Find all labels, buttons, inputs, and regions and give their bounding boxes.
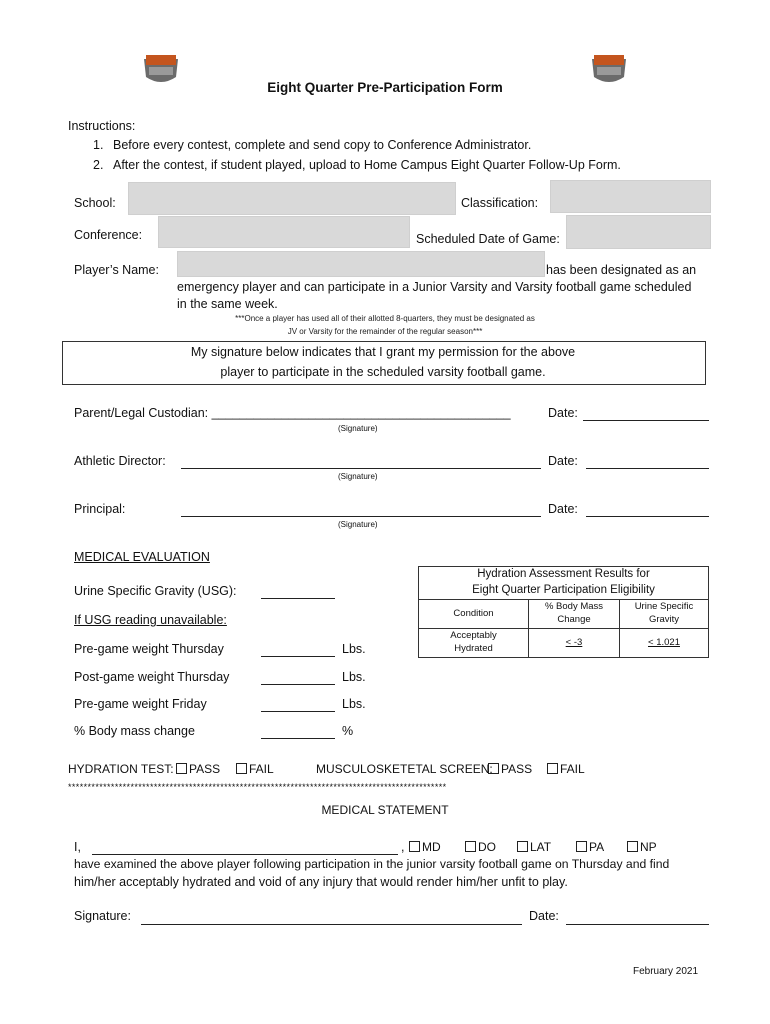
msk-fail-checkbox[interactable] [547, 763, 558, 774]
pre-game-weight-friday-line[interactable] [261, 711, 335, 712]
statement-line-2: him/her acceptably hydrated and void of any injury that would render him/her unfit to play. [74, 875, 568, 889]
post-game-weight-thursday-unit: Lbs. [342, 670, 366, 684]
parent-date-line[interactable] [583, 420, 709, 421]
statement-comma: , [401, 840, 405, 854]
pa-checkbox[interactable] [576, 841, 587, 852]
scheduled-date-input[interactable] [566, 215, 711, 249]
principal-signature-line[interactable] [181, 516, 541, 517]
examiner-name-line[interactable] [92, 854, 398, 855]
msk-pass-text: PASS [501, 762, 533, 776]
np-text: NP [640, 840, 657, 854]
body-mass-change-line[interactable] [261, 738, 335, 739]
statement-date-line[interactable] [566, 924, 709, 925]
table-header-condition-text: Condition [453, 607, 494, 619]
table-header-body-mass-line-1: % Body Mass [544, 601, 604, 613]
np-option[interactable] [627, 840, 657, 854]
pre-game-weight-friday-label: Pre-game weight Friday [74, 697, 207, 711]
md-checkbox[interactable] [409, 841, 420, 852]
body-mass-change-label: % Body mass change [74, 724, 195, 738]
hydration-table-title-line-1: Hydration Assessment Results for [477, 568, 650, 581]
table-row-body-mass-value: < -3 [565, 636, 583, 648]
pre-game-weight-thursday-unit: Lbs. [342, 642, 366, 656]
table-header-usg-line-2: Gravity [648, 614, 680, 625]
separator-stars: ************************************************************************************************* [68, 782, 447, 792]
body-mass-change-unit: % [342, 724, 354, 738]
conference-label: Conference: [74, 228, 143, 242]
table-header-usg-line-1: Urine Specific [634, 601, 694, 613]
lat-checkbox[interactable] [517, 841, 528, 852]
table-header-body-mass [528, 599, 620, 629]
lat-text: LAT [530, 840, 552, 854]
pa-text: PA [589, 840, 605, 854]
table-row-condition [418, 628, 529, 658]
athletic-director-date-line[interactable] [586, 468, 709, 469]
table-header-condition [418, 599, 529, 629]
statement-line-1: have examined the above player following participation in the junior varsity football game on Thursday and find [74, 857, 670, 871]
school-input[interactable] [128, 182, 456, 215]
usg-unavailable-label: If USG reading unavailable: [74, 613, 227, 627]
hydration-pass-option[interactable] [176, 762, 220, 776]
usg-label: Urine Specific Gravity (USG): [74, 584, 237, 598]
table-header-usg [619, 599, 709, 629]
parent-signature-label: Parent/Legal Custodian: ___________________________________________ [74, 406, 511, 420]
lat-option[interactable] [517, 840, 551, 854]
instruction-number-2: 2. [93, 158, 104, 172]
pre-game-weight-thursday-label: Pre-game weight Thursday [74, 642, 224, 656]
hydration-pass-checkbox[interactable] [176, 763, 187, 774]
hydration-fail-text: FAIL [249, 762, 274, 776]
np-checkbox[interactable] [627, 841, 638, 852]
principal-date-label: Date: [548, 502, 578, 516]
pre-game-weight-friday-unit: Lbs. [342, 697, 366, 711]
athletic-director-label: Athletic Director: [74, 454, 166, 468]
designated-text-1: has been designated as an [546, 263, 697, 277]
footer-date: February 2021 [633, 966, 699, 977]
table-row-usg-value: < 1.021 [648, 636, 680, 648]
school-label: School: [74, 196, 116, 210]
table-header-body-mass-line-2: Change [557, 614, 591, 625]
classification-input[interactable] [550, 180, 711, 213]
msk-fail-option[interactable] [547, 762, 585, 776]
msk-pass-option[interactable] [488, 762, 532, 776]
hydration-fail-checkbox[interactable] [236, 763, 247, 774]
principal-label: Principal: [74, 502, 126, 516]
msk-fail-text: FAIL [560, 762, 585, 776]
usg-line[interactable] [261, 598, 335, 599]
table-row-usg [619, 628, 709, 658]
permission-line-2: player to participate in the scheduled varsity football game. [220, 365, 546, 379]
athletic-director-signature-line[interactable] [181, 468, 541, 469]
conference-input[interactable] [158, 216, 410, 248]
instruction-item-1: Before every contest, complete and send copy to Conference Administrator. [113, 138, 532, 152]
designated-text-3: in the same week. [177, 297, 278, 311]
designated-text-2: emergency player and can participate in a Junior Varsity and Varsity football game scheduled [177, 280, 692, 294]
md-text: MD [422, 840, 441, 854]
do-text: DO [478, 840, 496, 854]
classification-label: Classification: [461, 196, 539, 210]
do-checkbox[interactable] [465, 841, 476, 852]
statement-date-label: Date: [529, 909, 559, 923]
md-option[interactable] [409, 840, 441, 854]
table-row-condition-line-1: Acceptably [450, 630, 497, 642]
post-game-weight-thursday-label: Post-game weight Thursday [74, 670, 230, 684]
table-row-body-mass [528, 628, 620, 658]
parent-signature-caption: (Signature) [338, 424, 378, 433]
principal-date-line[interactable] [586, 516, 709, 517]
pa-option[interactable] [576, 840, 604, 854]
medical-statement-heading: MEDICAL STATEMENT [321, 803, 449, 817]
instructions-heading: Instructions: [68, 119, 136, 133]
pre-game-weight-thursday-line[interactable] [261, 656, 335, 657]
do-option[interactable] [465, 840, 496, 854]
form-title: Eight Quarter Pre-Participation Form [267, 80, 503, 95]
players-name-label: Player’s Name: [74, 263, 159, 277]
athletic-director-signature-caption: (Signature) [338, 472, 378, 481]
parent-date-label: Date: [548, 406, 578, 420]
table-row-condition-line-2: Hydrated [454, 643, 493, 654]
hydration-test-label: HYDRATION TEST: [68, 762, 174, 776]
players-name-input[interactable] [177, 251, 545, 277]
instruction-item-2: After the contest, if student played, upload to Home Campus Eight Quarter Follow-Up Form. [113, 158, 621, 172]
hydration-fail-option[interactable] [236, 762, 274, 776]
post-game-weight-thursday-line[interactable] [261, 684, 335, 685]
instruction-number-1: 1. [93, 138, 104, 152]
statement-signature-line[interactable] [141, 924, 522, 925]
eight-quarter-note-1: ***Once a player has used all of their allotted 8-quarters, they must be designated as [235, 314, 535, 323]
msk-pass-checkbox[interactable] [488, 763, 499, 774]
hydration-table-title-line-2: Eight Quarter Participation Eligibility [472, 584, 655, 596]
statement-i: I, [74, 840, 81, 854]
principal-signature-caption: (Signature) [338, 520, 378, 529]
scheduled-date-label: Scheduled Date of Game: [416, 232, 560, 246]
msk-screen-label: MUSCULOSKETETAL SCREEN: [316, 762, 493, 776]
hydration-table-title [418, 566, 709, 600]
hydration-pass-text: PASS [189, 762, 221, 776]
athletic-director-date-label: Date: [548, 454, 578, 468]
medical-evaluation-heading: MEDICAL EVALUATION [74, 550, 210, 564]
permission-line-1: My signature below indicates that I grant my permission for the above [190, 345, 576, 359]
statement-signature-label: Signature: [74, 909, 131, 923]
eight-quarter-note-2: JV or Varsity for the remainder of the regular season*** [287, 327, 483, 336]
